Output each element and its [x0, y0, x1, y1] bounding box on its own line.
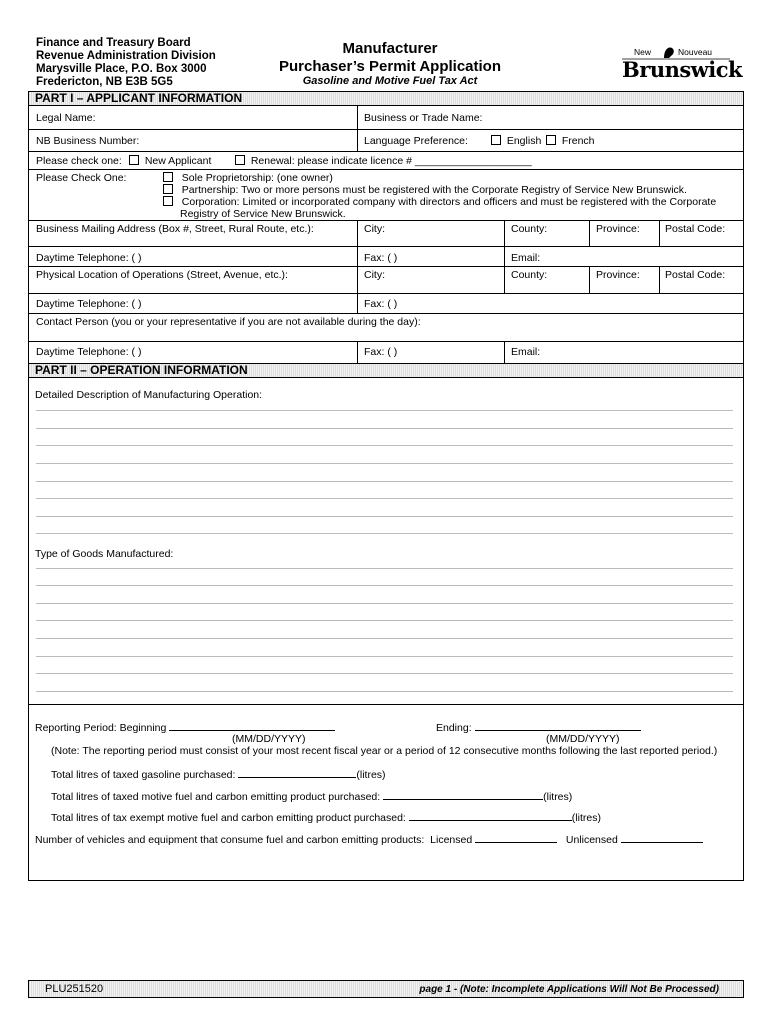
please-check-label: Please check one:: [36, 155, 122, 167]
part1-header: [28, 91, 744, 106]
fax-label-2: Fax: ( ): [364, 298, 398, 310]
contact-person-label: Contact Person (you or your representative if you are not available during the day):: [36, 316, 421, 328]
renewal-option[interactable]: Renewal: please indicate licence # ____________________: [235, 155, 532, 167]
part2-title: PART II – OPERATION INFORMATION: [35, 363, 248, 377]
nb-number-label: NB Business Number:: [36, 135, 140, 147]
page-note: page 1 - (Note: Incomplete Applications Will Not Be Processed): [419, 984, 719, 995]
part2-table: [28, 377, 744, 881]
form-title: Manufacturer: [342, 40, 438, 57]
goods-line[interactable]: [36, 691, 733, 692]
city-label: City:: [364, 223, 385, 235]
goods-line[interactable]: [36, 673, 733, 674]
reporting-beginning-label: Reporting Period: Beginning: [35, 721, 335, 734]
beginning-date-field[interactable]: [169, 721, 335, 731]
part2-header: [28, 363, 744, 378]
partnership-option[interactable]: Partnership: Two or more persons must be registered with the Corporate Registry of Service New Brunswick.: [163, 184, 687, 196]
english-checkbox[interactable]: [491, 135, 501, 145]
ending-date-field[interactable]: [475, 721, 641, 731]
description-line[interactable]: [36, 516, 733, 517]
exempt-fuel-row: Total litres of tax exempt motive fuel and carbon emitting product purchased: (litres): [51, 812, 601, 824]
exempt-fuel-litres-field[interactable]: [409, 811, 572, 821]
nb-logo: [620, 44, 743, 84]
physical-location-label: Physical Location of Operations (Street, Avenue, etc.):: [36, 269, 288, 281]
description-label: Detailed Description of Manufacturing Operation:: [35, 389, 263, 401]
daytime-telephone-label-3: Daytime Telephone: ( ): [36, 346, 142, 358]
part1-title: PART I – APPLICANT INFORMATION: [35, 91, 243, 105]
email-label: Email:: [511, 252, 541, 264]
french-option[interactable]: French: [546, 135, 595, 147]
logo-brunswick: Brunswick: [622, 57, 743, 82]
daytime-telephone-label: Daytime Telephone: ( ): [36, 252, 142, 264]
ending-date-format: (MM/DD/YYYY): [546, 733, 620, 745]
postal-code-label-2: Postal Code:: [665, 269, 726, 281]
unlicensed-vehicles-field[interactable]: [621, 833, 703, 843]
goods-line[interactable]: [36, 656, 733, 657]
corporation-checkbox[interactable]: [163, 196, 173, 206]
fax-label: Fax: ( ): [364, 252, 398, 264]
please-check-ownership-label: Please Check One:: [36, 172, 127, 184]
province-label: Province:: [596, 223, 640, 235]
form-title-line2: Purchaser’s Permit Application: [278, 58, 501, 75]
county-label: County:: [511, 223, 548, 235]
motive-fuel-row: Total litres of taxed motive fuel and carbon emitting product purchased: (litres): [51, 791, 573, 803]
mailing-address-label: Business Mailing Address (Box #, Street, Rural Route, etc.):: [36, 223, 314, 235]
description-line[interactable]: [36, 481, 733, 482]
form-subtitle: Gasoline and Motive Fuel Tax Act: [302, 75, 478, 87]
logo-nouveau: Nouveau: [678, 47, 713, 57]
description-line[interactable]: [36, 445, 733, 446]
agency-line: Marysville Place, P.O. Box 3000: [36, 63, 207, 75]
goods-line[interactable]: [36, 585, 733, 586]
gasoline-row: Total litres of taxed gasoline purchased: (litres): [51, 769, 386, 781]
partnership-checkbox[interactable]: [163, 184, 173, 194]
county-label-2: County:: [511, 269, 548, 281]
renewal-checkbox[interactable]: [235, 155, 245, 165]
description-line[interactable]: [36, 428, 733, 429]
language-pref-label: Language Preference:: [364, 135, 468, 147]
description-line[interactable]: [36, 410, 733, 411]
new-applicant-checkbox[interactable]: [129, 155, 139, 165]
french-checkbox[interactable]: [546, 135, 556, 145]
goods-line[interactable]: [36, 638, 733, 639]
corporation-continued: Registry of Service New Brunswick.: [180, 208, 346, 220]
description-line[interactable]: [36, 463, 733, 464]
goods-line[interactable]: [36, 603, 733, 604]
vehicles-row: Number of vehicles and equipment that consume fuel and carbon emitting products: Licensed Unlicensed: [35, 833, 703, 846]
fax-label-3: Fax: ( ): [364, 346, 398, 358]
reporting-period-note: (Note: The reporting period must consist of your most recent fiscal year or a period of 12 consecutive months following the last reported period.): [51, 745, 718, 757]
part1-table: [28, 105, 744, 367]
goods-line[interactable]: [36, 568, 733, 569]
legal-name-label: Legal Name:: [36, 112, 96, 124]
trade-name-label: Business or Trade Name:: [364, 112, 483, 124]
postal-code-label: Postal Code:: [665, 223, 726, 235]
new-applicant-option[interactable]: New Applicant: [129, 155, 211, 167]
footer-bar: [28, 980, 744, 998]
agency-line: Fredericton, NB E3B 5G5: [36, 76, 173, 88]
english-option[interactable]: English: [491, 135, 541, 147]
form-code: PLU251520: [45, 983, 104, 995]
sole-proprietorship-option[interactable]: Sole Proprietorship: (one owner): [163, 172, 333, 184]
corporation-option[interactable]: Corporation: Limited or incorporated company with directors and officers and must be registered with the Corporate: [163, 196, 716, 208]
gasoline-litres-field[interactable]: [238, 768, 356, 778]
city-label-2: City:: [364, 269, 385, 281]
goods-line[interactable]: [36, 620, 733, 621]
email-label-3: Email:: [511, 346, 541, 358]
province-label-2: Province:: [596, 269, 640, 281]
licensed-vehicles-field[interactable]: [475, 833, 557, 843]
agency-line: Finance and Treasury Board: [36, 37, 191, 49]
motive-fuel-litres-field[interactable]: [383, 790, 543, 800]
sole-proprietorship-checkbox[interactable]: [163, 172, 173, 182]
logo-new: New: [634, 47, 652, 57]
ending-label: Ending:: [436, 721, 641, 734]
goods-label: Type of Goods Manufactured:: [35, 548, 174, 560]
daytime-telephone-label-2: Daytime Telephone: ( ): [36, 298, 142, 310]
agency-line: Revenue Administration Division: [36, 50, 216, 62]
beginning-date-format: (MM/DD/YYYY): [232, 733, 306, 745]
description-line[interactable]: [36, 533, 733, 534]
description-line[interactable]: [36, 498, 733, 499]
agency-address: [36, 37, 216, 89]
